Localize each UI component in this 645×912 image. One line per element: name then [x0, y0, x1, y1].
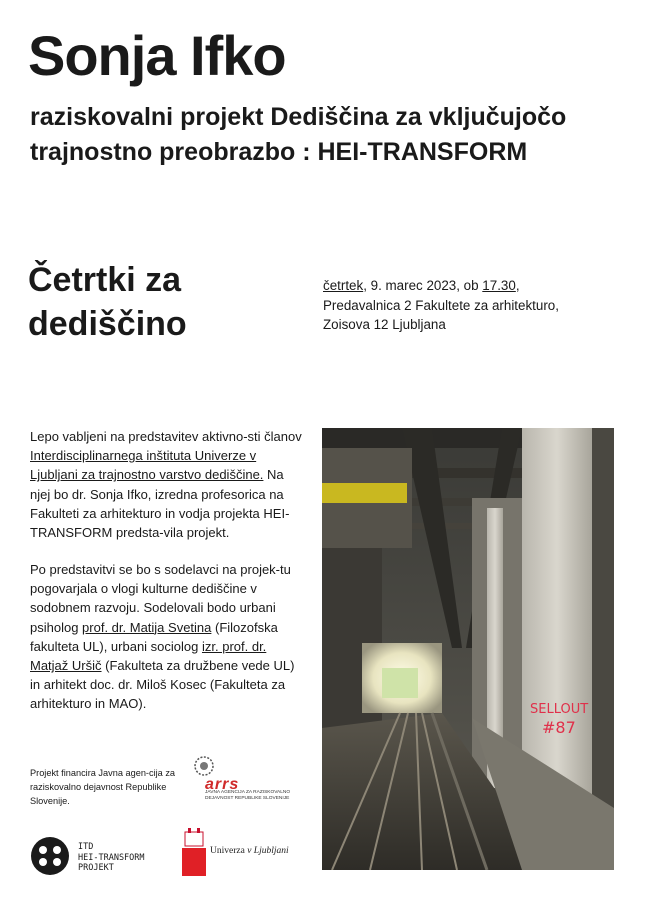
participants-text-3: (Fakulteta za družbene vede UL) in arhitekt doc. dr. Miloš Kosec: [30, 658, 295, 693]
ul-crest-icon: [182, 826, 206, 876]
event-address: Zoisova 12 Ljubljana: [323, 317, 446, 332]
series-title-line1: Četrtki za: [28, 261, 182, 299]
itd-logo-icon: [30, 836, 70, 876]
participants-text-4: (Fakulteta za arhitekturo in MAO).: [30, 677, 286, 712]
participants-text-2: (Filozofska fakulteta UL), urbani sociolog: [30, 619, 278, 654]
itd-line1: ITD: [78, 842, 94, 852]
event-date-line: [323, 276, 633, 296]
ursic-link[interactable]: izr. prof. dr. Matjaž Uršič: [30, 638, 267, 674]
intro-text-2: Na njej bo dr. Sonja Ifko, izredna profesorica na Fakulteti za arhitekturo in vodja projekta HEI-TRANSFORM predsta-vila projekt.: [30, 467, 290, 541]
graffiti-line2: #87: [542, 718, 576, 737]
intro-paragraph: [30, 427, 307, 542]
event-day: četrtek: [323, 278, 364, 293]
institute-link[interactable]: Interdisciplinarnega inštituta Univerze v Ljubljani za trajnostno varstvo dediščine.: [30, 448, 264, 483]
ul-wordmark: [210, 846, 289, 856]
event-info: [323, 276, 633, 335]
itd-wordmark: [78, 842, 145, 874]
speaker-name: Sonja Ifko: [28, 24, 286, 87]
itd-line2: HEI-TRANSFORM: [78, 852, 145, 863]
intro-text-1: Lepo vabljeni na predstavitev aktivno-sti članov: [30, 429, 302, 444]
event-date: , 9. marec 2023, ob: [363, 278, 483, 293]
itd-line3: PROJEKT: [78, 863, 114, 873]
ul-part1: Univerza: [210, 846, 248, 856]
funding-note: Projekt financira Javna agen-cija za raziskovalno dejavnost Republike Slovenije.: [30, 768, 176, 806]
project-title: raziskovalni projekt Dediščina za vključujočo trajnostno preobrazbo : HEI-TRANSFORM: [30, 103, 567, 166]
participants-paragraph: [30, 560, 307, 714]
arrs-subtitle: JAVNA AGENCIJA ZA RAZISKOVALNO DEJAVNOST REPUBLIKE SLOVENIJE: [205, 790, 291, 801]
event-time: 17.30: [482, 278, 516, 293]
event-time-suffix: ,: [515, 278, 520, 293]
event-venue: Predavalnica 2 Fakultete za arhitekturo,: [323, 297, 559, 313]
industrial-hall-photo: [322, 428, 614, 870]
arrs-name: arrs: [205, 776, 240, 793]
series-title-line2: dediščino: [28, 305, 187, 343]
graffiti-line1: SELLOUT: [530, 702, 589, 717]
ul-part2: v Ljubljani: [247, 846, 289, 856]
svetina-link[interactable]: prof. dr. Matija Svetina: [82, 619, 212, 635]
series-title: [28, 258, 288, 346]
participants-text-1: Po predstavitvi se bo s sodelavci na projek-tu pogovarjala o vlogi kulturne dediščine v sodobnem razvoju. Sodelovali bodo urbani psiholog: [30, 562, 291, 635]
